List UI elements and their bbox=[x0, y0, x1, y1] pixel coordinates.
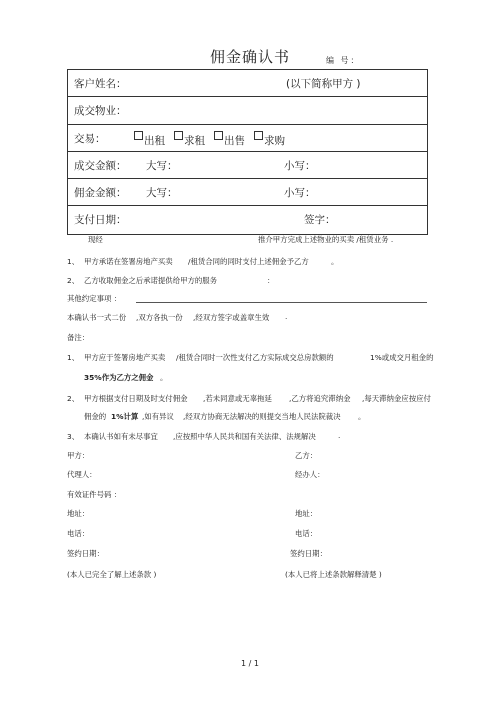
remark-1-text-e: 。 bbox=[160, 373, 168, 382]
copies-text-d: . bbox=[285, 312, 288, 321]
property-row bbox=[68, 97, 427, 124]
remark-3-number: 3、 bbox=[67, 432, 80, 441]
handler-label: 经办人： bbox=[295, 470, 325, 479]
other-terms-label: 其他约定事项 ： bbox=[67, 294, 122, 303]
remark-2-text-i: 。 bbox=[358, 412, 366, 421]
document-number-label: 编 号： bbox=[326, 56, 361, 65]
remark-1-text-b: /租赁合同时一次性支付乙方实际成交总房款额的 bbox=[176, 353, 334, 362]
item-1-text-a: 甲方承诺在签署房地产买卖 bbox=[84, 257, 173, 266]
checkbox-icon[interactable] bbox=[214, 131, 223, 140]
option-label: 求购 bbox=[264, 134, 285, 147]
address-b-label: 地址： bbox=[295, 509, 318, 518]
agent-label: 代理人： bbox=[67, 470, 97, 479]
remark-2-text-b: ,若未同意或无辜拖延 bbox=[203, 394, 272, 403]
remark-3-text-b: ,应按照中华人民共和国有关法律、法规解决 bbox=[173, 432, 316, 441]
remark-3-text-c: . bbox=[338, 431, 341, 440]
trade-row bbox=[68, 125, 427, 152]
option-label: 求租 bbox=[184, 134, 205, 147]
option-sell[interactable] bbox=[214, 131, 245, 148]
other-terms-line bbox=[136, 302, 427, 303]
confirm-a-text: (本人已完全了解上述条款 ) bbox=[67, 570, 157, 579]
item-1-text-c: 。 bbox=[331, 257, 339, 266]
remarks-label: 备注： bbox=[67, 333, 90, 342]
customer-row bbox=[68, 70, 427, 97]
item-2-number: 2、 bbox=[67, 276, 80, 285]
remark-3-text-a: 本确认书如有未尽事宜 bbox=[84, 432, 158, 441]
id-number-label: 有效证件号码 ： bbox=[67, 490, 122, 499]
checkbox-icon[interactable] bbox=[254, 131, 263, 140]
remark-2-text-f-bold: 1%计算 bbox=[111, 412, 139, 421]
phone-b-label: 电话： bbox=[295, 529, 318, 538]
intro-prefix: 现经 bbox=[88, 235, 103, 244]
remark-2-number: 2、 bbox=[67, 394, 80, 403]
pay-date-row bbox=[68, 206, 427, 233]
remark-1-text-a: 甲方应于签署房地产买卖 bbox=[84, 353, 166, 362]
item-2-text-a: 乙方收取佣金之后承诺提供给甲方的服务 bbox=[84, 276, 218, 285]
sign-date-b-label: 签约日期： bbox=[290, 549, 327, 558]
remark-2-text-d: ,每天滞纳金应按应付 bbox=[362, 394, 431, 403]
sign-label: 签字： bbox=[304, 214, 336, 227]
remark-2-text-e: 佣金的 bbox=[84, 412, 107, 421]
remark-2-text-c: ,乙方将追究滞纳金 bbox=[289, 394, 351, 403]
checkbox-icon[interactable] bbox=[174, 131, 183, 140]
deal-amount-lower-label: 小写： bbox=[284, 159, 316, 172]
remark-2-text-a: 甲方根据支付日期及时支付佣金 bbox=[84, 394, 188, 403]
info-table bbox=[67, 69, 428, 235]
commission-upper-label: 大写： bbox=[146, 187, 178, 200]
trade-options bbox=[134, 131, 294, 148]
copies-text-a: 本确认书一式二份 bbox=[67, 313, 127, 322]
sign-date-a-label: 签约日期： bbox=[67, 549, 104, 558]
option-rent-out[interactable] bbox=[134, 131, 165, 148]
deal-amount-label: 成交金额： bbox=[74, 159, 127, 172]
property-label: 成交物业： bbox=[74, 105, 127, 118]
commission-lower-label: 小写： bbox=[284, 187, 316, 200]
deal-amount-upper-label: 大写： bbox=[146, 159, 178, 172]
page-number: 1 / 1 bbox=[241, 659, 259, 668]
page-title: 佣金确认书 bbox=[209, 48, 290, 66]
commission-label: 佣金金额： bbox=[74, 187, 127, 200]
remark-1-text-d-bold: 35%作为乙方之佣金 bbox=[84, 373, 154, 382]
remark-2-text-h: ,经双方协商无法解决的则提交当地人民法院裁决 bbox=[183, 412, 341, 421]
deal-amount-row bbox=[68, 152, 427, 179]
item-2-text-b: ： bbox=[267, 276, 275, 285]
pay-date-label: 支付日期： bbox=[74, 214, 127, 227]
intro-suffix: 推介甲方完成上述物业的买卖 /租赁业务 . bbox=[258, 235, 394, 244]
option-label: 出售 bbox=[224, 134, 245, 147]
customer-name-label: 客户姓名： bbox=[74, 78, 127, 90]
option-want-rent[interactable] bbox=[174, 131, 205, 148]
commission-row bbox=[68, 179, 427, 206]
option-want-buy[interactable] bbox=[254, 131, 285, 148]
remark-2-text-f bbox=[111, 411, 138, 422]
copies-text-c: ,经双方签字或盖章生效 bbox=[193, 313, 270, 322]
remark-1-number: 1、 bbox=[67, 353, 80, 362]
confirm-b-text: (本人已将上述条款解释清楚 ) bbox=[285, 570, 382, 579]
option-label: 出租 bbox=[144, 134, 165, 147]
copies-text-b: ,双方各执一份 bbox=[136, 313, 183, 322]
checkbox-icon[interactable] bbox=[134, 131, 143, 140]
trade-label: 交易： bbox=[74, 132, 106, 145]
party-b-label: 乙方： bbox=[295, 451, 318, 460]
address-a-label: 地址： bbox=[67, 509, 90, 518]
remark-2-text-g: ,如有异议 bbox=[142, 412, 174, 421]
phone-a-label: 电话： bbox=[67, 529, 90, 538]
customer-name-note: (以下简称甲方 ) bbox=[286, 78, 361, 90]
item-1-text-b: /租赁合同的同时支付上述佣金予乙方 bbox=[188, 257, 309, 266]
remark-1-text-d bbox=[84, 372, 153, 383]
item-1-number: 1、 bbox=[67, 257, 80, 266]
party-a-label: 甲方： bbox=[67, 451, 90, 460]
remark-1-text-c: 1%或成交月租金的 bbox=[370, 353, 434, 362]
